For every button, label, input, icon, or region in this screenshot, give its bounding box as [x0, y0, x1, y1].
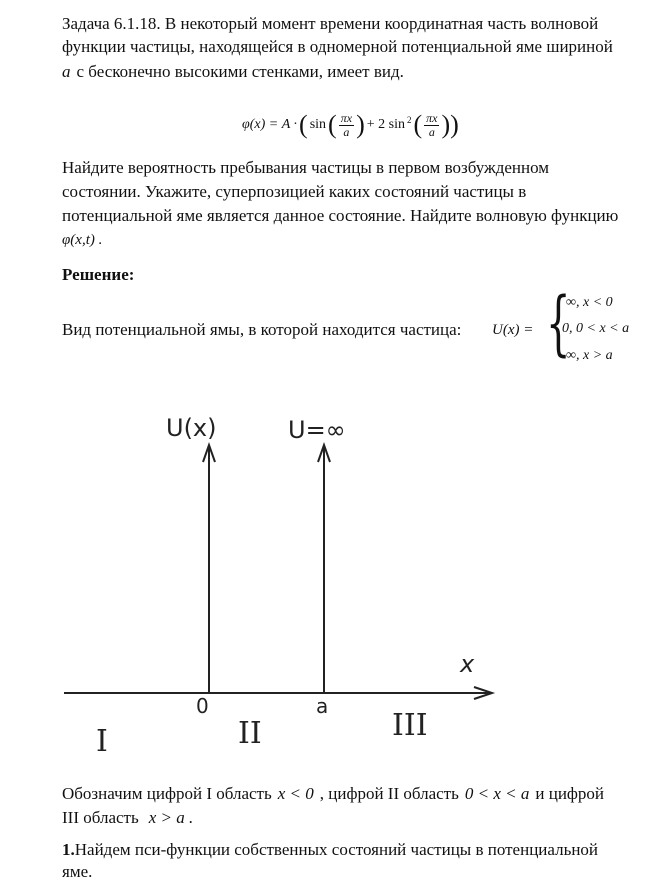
potential-case-3: ∞, x > a	[566, 348, 613, 363]
x-axis-arrow	[474, 687, 492, 699]
formula-fraction-2: $\frac{\pi x}{a}$	[426, 110, 438, 139]
y-axis-arrow	[203, 445, 215, 462]
potential-lhs: U(x) =	[492, 322, 534, 338]
problem-line-3	[62, 62, 642, 82]
region-2-condition: 0 < x < a	[464, 784, 530, 803]
problem-line-1: Задача 6.1.18. В некоторый момент времени координатная часть волновой	[62, 14, 599, 33]
region-3-condition: x > a .	[148, 808, 194, 827]
solution-heading: Решение:	[62, 265, 135, 284]
width-variable: a	[62, 62, 71, 81]
potential-case-1: ∞, x < 0	[566, 295, 613, 310]
question-line-4: φ(x,t) .	[62, 232, 103, 248]
y-axis-label: U(x)	[166, 414, 217, 442]
step-1-number: 1.	[62, 840, 75, 859]
regions-line-1: Обозначим цифрой I область x < 0 , цифрой II область 0 < x < a и цифрой	[62, 784, 605, 803]
region-ii-label: II	[238, 716, 262, 751]
formula-fraction-1: $\frac{\pi x}{a}$	[340, 110, 353, 139]
a-label: a	[316, 694, 329, 718]
problem-line-2: функции частицы, находящейся в одномерной потенциальной яме шириной	[62, 37, 613, 56]
wavefunction-formula: φ(x) = A · ( sin ( $\frac{\pi x}{a}$ ) + 2 sin $^2$ ( $\frac{\pi x}{a}$ ))	[242, 110, 459, 139]
region-1-condition: x < 0	[277, 784, 314, 803]
step-1-text: Найдем пси-функции собственных состояний частицы в потенциальной	[74, 840, 599, 859]
region-i-label: I	[96, 724, 108, 759]
potential-description: Вид потенциальной ямы, в которой находится частица:	[62, 320, 462, 339]
potential-brace: {	[546, 282, 571, 364]
formula-plus: + 2 sin	[366, 117, 405, 132]
formula-sin: sin	[309, 117, 327, 132]
problem-line-3-text: с бесконечно высокими стенками, имеет вид.	[76, 62, 404, 81]
step-1-line-1	[62, 840, 642, 860]
region-iii-label: III	[392, 708, 428, 743]
potential-case-2: 0, 0 < x < a	[562, 321, 630, 336]
question-line-1: Найдите вероятность пребывания частицы в первом возбужденном	[62, 158, 550, 177]
origin-label: 0	[196, 694, 209, 718]
question-line-3: потенциальной яме является данное состояние. Найдите волновую функцию	[62, 206, 619, 225]
formula-lhs: φ(x) = A ·	[242, 117, 298, 132]
regions-line-2: III область x > a .	[62, 808, 194, 827]
question-line-2: состоянии. Укажите, суперпозицией каких состояний частицы в	[62, 182, 527, 201]
x-axis-label: x	[460, 650, 475, 678]
wall-label: U=∞	[288, 416, 346, 444]
step-1-line-2: яме.	[62, 862, 93, 881]
wall-arrow	[318, 445, 330, 462]
